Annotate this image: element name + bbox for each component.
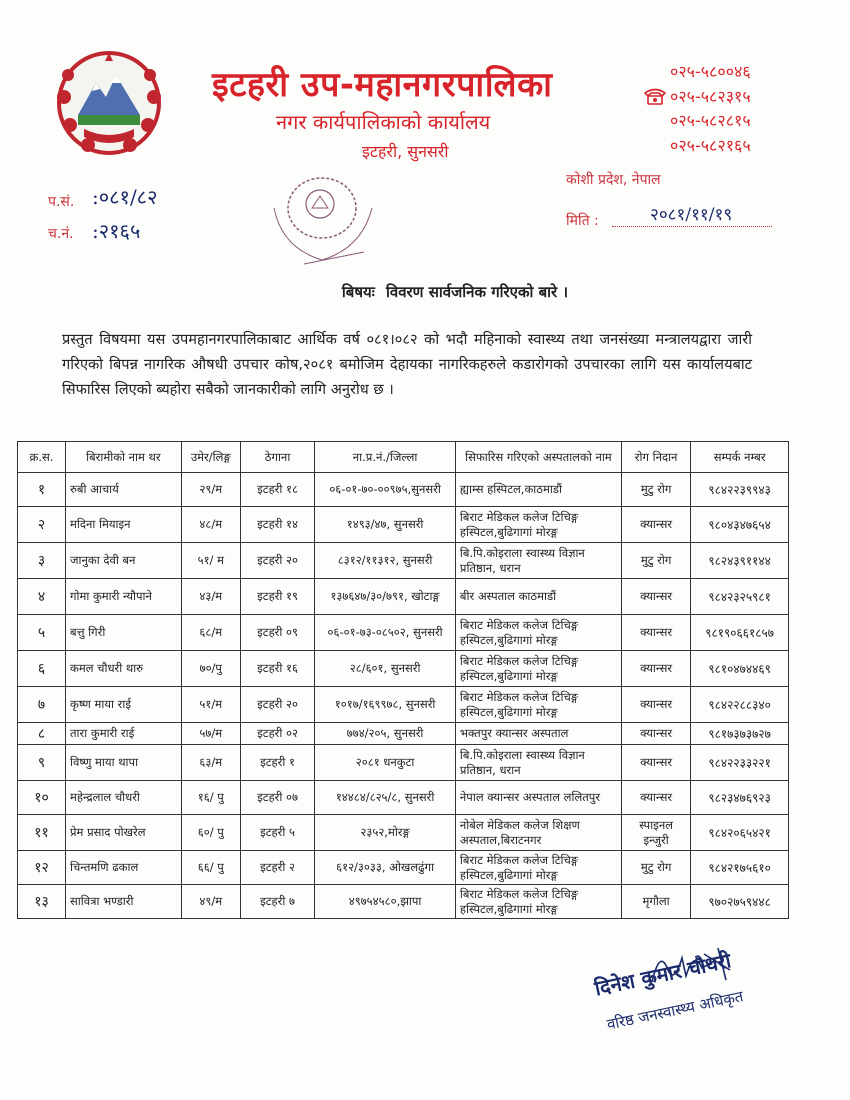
cell-contact: ९८४२२३९९४३ <box>691 473 789 507</box>
phone-number: ०२५-५८००४६ <box>670 62 751 81</box>
cell-age: ६८/म <box>181 615 240 651</box>
date-label: मिति : <box>566 213 599 229</box>
cell-citizenship: २०८१ धनकुटा <box>315 745 456 781</box>
cell-contact: ९८२३४७६९२३ <box>691 781 789 815</box>
table-row <box>18 781 789 815</box>
phone-number: ०२५-५८२३१५ <box>670 86 751 106</box>
cell-citizenship: १३७६४७/३०/७९१, खोटाङ्ग <box>315 579 456 615</box>
cell-name: महेन्द्रलाल चौधरी <box>66 781 182 815</box>
cell-address: इटहरी १ <box>240 745 314 781</box>
cell-contact: ९८२४३९११४४ <box>691 543 789 579</box>
cell-age: ६३/म <box>181 745 240 781</box>
header-citizenship: ना.प्र.नं./जिल्ला <box>315 442 456 473</box>
cell-name: कमल चौधरी थारु <box>66 651 182 687</box>
cell-citizenship: २३५२,मोरङ्ग <box>315 815 456 851</box>
phone-list <box>670 60 751 158</box>
cell-name: जानुका देवी बन <box>66 543 182 579</box>
phone-number: ०२५-५८२८१५ <box>670 111 751 130</box>
cell-contact: ९८१९०६६१८५७ <box>691 615 789 651</box>
cell-hospital: नेपाल क्यान्सर अस्पताल ललितपुर <box>455 781 621 815</box>
phone-number: ०२५-५८२१६५ <box>670 135 751 155</box>
cell-serial: १० <box>18 781 66 815</box>
signatory-title: वरिष्ठ जनस्वास्थ्य अधिकृत <box>605 987 745 1034</box>
cell-hospital: भक्तपुर क्यान्सर अस्पताल <box>455 723 621 745</box>
cell-serial: ६ <box>18 651 66 687</box>
cell-hospital: बिराट मेडिकल कलेज टिचिङ्ग हस्पिटल,बुढिगागां मोरङ्ग <box>455 507 621 543</box>
cell-address: इटहरी ०७ <box>240 781 314 815</box>
cell-disease: क्यान्सर <box>621 579 690 615</box>
cell-disease: मुटु रोग <box>621 473 690 507</box>
cell-name: चिन्तमणि ढकाल <box>66 851 182 885</box>
cell-disease: क्यान्सर <box>621 651 690 687</box>
header-age: उमेर/लिङ्ग <box>181 442 240 473</box>
table-row <box>18 507 789 543</box>
cell-contact: ९८४२३२५९८१ <box>691 579 789 615</box>
date-value: २०८१/११/१९ <box>650 205 733 225</box>
cell-disease: क्यान्सर <box>621 615 690 651</box>
date-line <box>612 226 772 227</box>
province-label: कोशी प्रदेश, नेपाल <box>566 172 661 188</box>
cn-value: :२१६५ <box>92 219 141 243</box>
cell-hospital: बिराट मेडिकल कलेज टिचिङ्ग हस्पिटल,बुढिगागां मोरङ्ग <box>455 615 621 651</box>
cell-serial: १३ <box>18 885 66 919</box>
cell-name: कृष्ण माया राई <box>66 687 182 723</box>
subject-text: विवरण सार्वजनिक गरिएको बारे । <box>385 283 569 301</box>
ps-value: :०८१/८२ <box>92 185 158 209</box>
table-row <box>18 687 789 723</box>
header-name: बिरामीको नाम थर <box>66 442 182 473</box>
cell-age: २९/म <box>181 473 240 507</box>
cell-hospital: बिराट मेडिकल कलेज टिचिङ्ग हस्पिटल,बुढिगागां मोरङ्ग <box>455 851 621 885</box>
cell-age: ७०/पु <box>181 651 240 687</box>
cell-serial: ११ <box>18 815 66 851</box>
cell-disease: मृगौला <box>621 885 690 919</box>
cell-age: ४९/म <box>181 885 240 919</box>
patient-table <box>17 441 789 919</box>
cell-citizenship: १०१७/१६९९७८, सुनसरी <box>315 687 456 723</box>
cell-disease: क्यान्सर <box>621 687 690 723</box>
cell-address: इटहरी ०२ <box>240 723 314 745</box>
cell-serial: ५ <box>18 615 66 651</box>
cell-contact: ९८०४३४७६५४ <box>691 507 789 543</box>
cell-address: इटहरी १६ <box>240 651 314 687</box>
cell-hospital: बि.पि.कोइराला स्वास्थ्य विज्ञान प्रतिष्ठान, धरान <box>455 543 621 579</box>
table-row <box>18 851 789 885</box>
cell-disease: मुटु रोग <box>621 851 690 885</box>
table-row <box>18 543 789 579</box>
cell-disease: मुटु रोग <box>621 543 690 579</box>
office-stamp <box>264 168 384 268</box>
org-title: इटहरी उप-महानगरपालिका <box>212 65 553 105</box>
cell-name: बत्तु गिरी <box>66 615 182 651</box>
cell-disease: स्पाइनल इन्जुरी <box>621 815 690 851</box>
cell-serial: १२ <box>18 851 66 885</box>
cell-disease: क्यान्सर <box>621 723 690 745</box>
table-header-row <box>18 442 789 473</box>
table-row <box>18 579 789 615</box>
subject-line <box>0 282 850 302</box>
cell-contact: ९८४२२३३२२१ <box>691 745 789 781</box>
cell-contact: ९८४२०६५४२१ <box>691 815 789 851</box>
cell-contact: ९८१७३७३७२७ <box>691 723 789 745</box>
cell-disease: क्यान्सर <box>621 781 690 815</box>
cell-age: ५१/ म <box>181 543 240 579</box>
cell-serial: ८ <box>18 723 66 745</box>
table-row <box>18 651 789 687</box>
subject-label: बिषयः <box>341 283 375 301</box>
cell-age: १६/ पु <box>181 781 240 815</box>
cell-hospital: बिराट मेडिकल कलेज टिचिङ्ग हस्पिटल,बुढिगागां मोरङ्ग <box>455 885 621 919</box>
cell-name: तारा कुमारी राई <box>66 723 182 745</box>
cell-age: ६६/ पु <box>181 851 240 885</box>
cell-hospital: नोबेल मेडिकल कलेज शिक्षण अस्पताल,बिराटनगर <box>455 815 621 851</box>
cell-address: इटहरी ७ <box>240 885 314 919</box>
cell-name: विष्णु माया थापा <box>66 745 182 781</box>
cell-hospital: बीर अस्पताल काठमाडौं <box>455 579 621 615</box>
header-contact: सम्पर्क नम्बर <box>691 442 789 473</box>
cell-name: गोमा कुमारी न्यौपाने <box>66 579 182 615</box>
cell-serial: ३ <box>18 543 66 579</box>
cell-address: इटहरी १४ <box>240 507 314 543</box>
cell-contact: ९७०२७५९४४८ <box>691 885 789 919</box>
cell-age: ५७/म <box>181 723 240 745</box>
cell-name: रुबी आचार्य <box>66 473 182 507</box>
cell-serial: ४ <box>18 579 66 615</box>
cell-serial: १ <box>18 473 66 507</box>
cell-citizenship: ०६-०१-७०-००९७५,सुनसरी <box>315 473 456 507</box>
cell-disease: क्यान्सर <box>621 507 690 543</box>
cell-hospital: बि.पि.कोइराला स्वास्थ्य विज्ञान प्रतिष्ठान, धरान <box>455 745 621 781</box>
cell-name: सावित्रा भण्डारी <box>66 885 182 919</box>
cell-citizenship: ७७४/२०५, सुनसरी <box>315 723 456 745</box>
cell-contact: ९८४२१७५६१० <box>691 851 789 885</box>
signatory-name: दिनेश कुमार चौधरी <box>592 948 734 1001</box>
cell-serial: ७ <box>18 687 66 723</box>
cell-contact: ९८१०४७४४६९ <box>691 651 789 687</box>
table-row <box>18 723 789 745</box>
org-address: इटहरी, सुनसरी <box>362 142 449 161</box>
table-row <box>18 745 789 781</box>
cell-citizenship: १४४८४/८२५/८, सुनसरी <box>315 781 456 815</box>
cell-hospital: ह्याम्स हस्पिटल,काठमाडौं <box>455 473 621 507</box>
cell-address: इटहरी ५ <box>240 815 314 851</box>
header-serial: क्र.स. <box>18 442 66 473</box>
cell-name: प्रेम प्रसाद पोखरेल <box>66 815 182 851</box>
table-row <box>18 615 789 651</box>
cell-contact: ९८४२२८८३४० <box>691 687 789 723</box>
cell-citizenship: ६१२/३०३३, ओखलढुंगा <box>315 851 456 885</box>
cell-address: इटहरी १९ <box>240 579 314 615</box>
header-disease: रोग निदान <box>621 442 690 473</box>
cell-address: इटहरी २० <box>240 543 314 579</box>
cell-address: इटहरी १८ <box>240 473 314 507</box>
table-row <box>18 473 789 507</box>
cell-age: ४८/म <box>181 507 240 543</box>
body-paragraph: प्रस्तुत विषयमा यस उपमहानगरपालिकाबाट आर्थिक वर्ष ०८१।०८२ को भदौ महिनाको स्वास्थ्य तथा जनसंख्या मन्त्रालयद्वारा जारी गरिएको बिपन्न नागरिक औषधी उपचार कोष,२०८१ बमोजिम देहायका नागरिकहरुले कडारोगको उपचारका लागि यस कार्यालयबाट सिफारिस लिएको ब्यहोरा सबैको जानकारीको लागि अनुरोध छ । <box>62 331 752 398</box>
cell-citizenship: ४९७५४५८०,झापा <box>315 885 456 919</box>
cell-hospital: बिराट मेडिकल कलेज टिचिङ्ग हस्पिटल,बुढिगागां मोरङ्ग <box>455 687 621 723</box>
table-row <box>18 885 789 919</box>
cell-serial: २ <box>18 507 66 543</box>
cn-label: च.नं. <box>48 226 74 242</box>
cell-citizenship: ८३१२/११३१२, सुनसरी <box>315 543 456 579</box>
telephone-icon <box>644 87 666 105</box>
cell-age: ४३/म <box>181 579 240 615</box>
cell-name: मदिना मियाइन <box>66 507 182 543</box>
cell-hospital: बिराट मेडिकल कलेज टिचिङ्ग हस्पिटल,बुढिगागां मोरङ्ग <box>455 651 621 687</box>
cell-disease: क्यान्सर <box>621 745 690 781</box>
cell-serial: ९ <box>18 745 66 781</box>
cell-address: इटहरी २० <box>240 687 314 723</box>
cell-address: इटहरी २ <box>240 851 314 885</box>
cell-citizenship: २८/६०१, सुनसरी <box>315 651 456 687</box>
table-body <box>18 473 789 919</box>
table-row <box>18 815 789 851</box>
nepal-emblem-logo <box>48 45 170 157</box>
cell-citizenship: १४९३/४७, सुनसरी <box>315 507 456 543</box>
header-address: ठेगाना <box>240 442 314 473</box>
cell-citizenship: ०६-०१-७३-०८५०२, सुनसरी <box>315 615 456 651</box>
header-hospital: सिफारिस गरिएको अस्पतालको नाम <box>455 442 621 473</box>
cell-address: इटहरी ०९ <box>240 615 314 651</box>
ps-label: प.सं. <box>48 194 75 210</box>
cell-age: ५१/म <box>181 687 240 723</box>
org-subtitle: नगर कार्यपालिकाको कार्यालय <box>276 110 491 134</box>
cell-age: ६०/ पु <box>181 815 240 851</box>
